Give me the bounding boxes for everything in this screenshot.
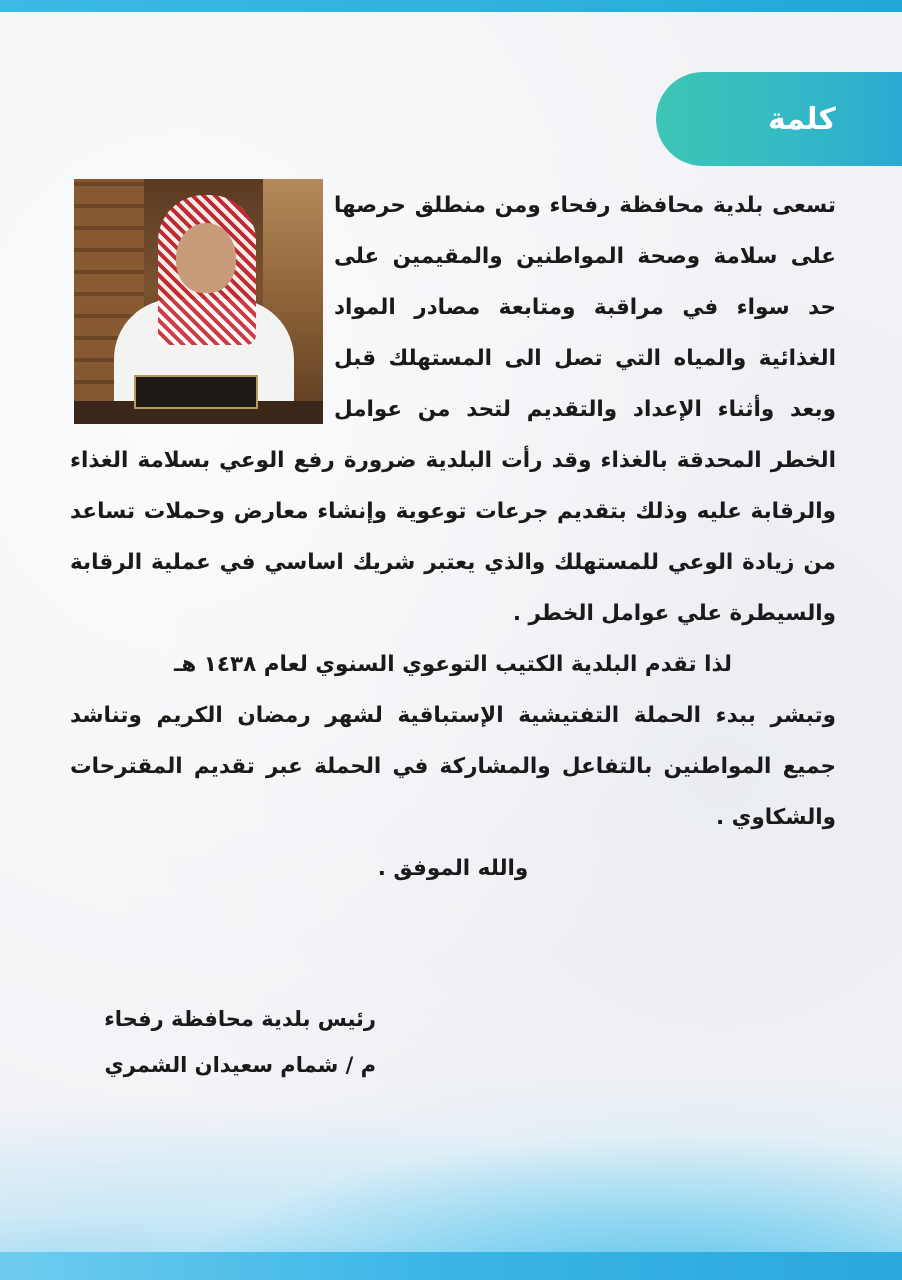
- top-accent-bar: [0, 0, 902, 12]
- bottom-accent-band: [0, 1252, 902, 1280]
- page-title: كلمة: [768, 101, 836, 137]
- signature-name: م / شمام سعيدان الشمري: [104, 1053, 376, 1077]
- title-tab: [656, 72, 902, 166]
- bottom-decoration: [0, 1080, 902, 1280]
- paragraph-intro: تسعى بلدية محافظة رفحاء ومن منطلق حرصها على سلامة وصحة المواطنين والمقيمين على حد سواء في مراقبة ومتابعة مصادر المواد الغذائية والمياه التي تصل الى المستهلك قبل وبعد وأثناء الإعداد والتقديم لتحد من عوامل الخطر المحدقة بالغذاء وقد رأت البلدية ضرورة رفع الوعي بسلامة الغذاء والرقابة عليه وذلك بتقديم جرعات توعوية وإنشاء معارض وحملات تساعد من زيادة الوعي للمستهلك والذي يعتبر شريك اساسي في عملية الرقابة والسيطرة علي عوامل الخطر .: [70, 193, 836, 626]
- photo-text-wrap: [70, 180, 334, 435]
- paragraph-booklet: لذا تقدم البلدية الكتيب التوعوي السنوي لعام ١٤٣٨ هـ: [174, 652, 732, 677]
- closing-line: والله الموفق .: [377, 856, 529, 881]
- paragraph-campaign: وتبشر ببدء الحملة التفتيشية الإستباقية لشهر رمضان الكريم وتناشد جميع المواطنين بالتفاعل والمشاركة في الحملة عبر تقديم المقترحات والشكاوي .: [70, 703, 836, 830]
- message-body: [70, 180, 836, 894]
- signature-position: رئيس بلدية محافظة رفحاء: [104, 1007, 376, 1031]
- signature-block: [76, 996, 376, 1088]
